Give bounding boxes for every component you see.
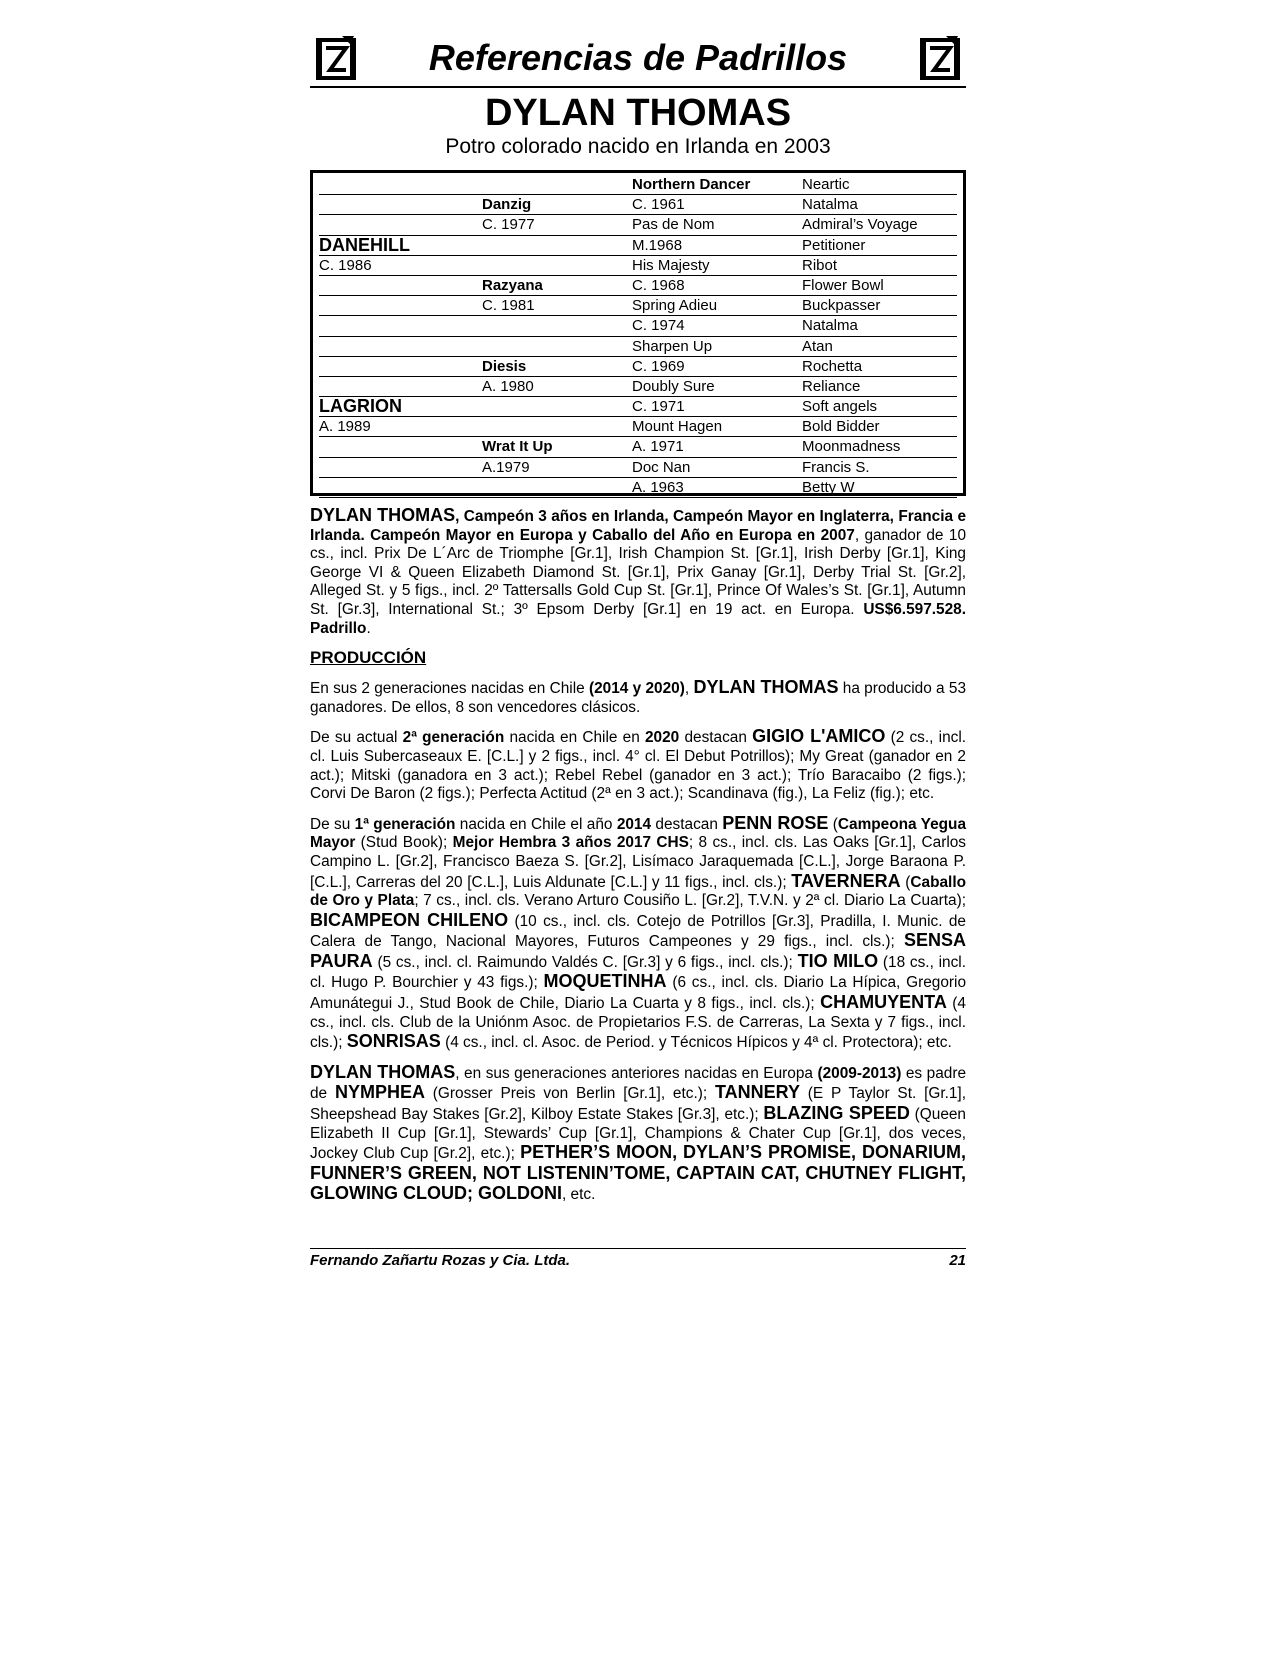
text: De su actual: [310, 729, 403, 747]
pedigree-cell: Buckpasser: [802, 297, 881, 315]
text: nacida en Chile el año: [455, 815, 617, 833]
pedigree-cell: M.1968: [632, 236, 683, 254]
production-paragraph-2: [310, 727, 966, 803]
pedigree-row: [319, 417, 957, 437]
text: destacan: [679, 729, 753, 747]
pedigree-row: [319, 236, 957, 256]
text: nacida en Chile en: [504, 729, 645, 747]
pedigree-cell: Spring Adieu: [632, 297, 718, 315]
offspring-name: SONRISAS: [346, 1031, 441, 1052]
brand-logo-icon: [918, 34, 962, 82]
text: destacan: [651, 815, 723, 833]
pedigree-cell: A. 1989: [319, 418, 371, 436]
text: ; 8 cs., incl. cls. Las Oaks [Gr.1], Carlos Campino L. [Gr.2], Francisco Baeza S. [Gr.2], Lisímaco Jaraquemada [C.L.], Jorge Baraona P. [C.L.], Carreras del 20 [C.L.], Luis Aldunate [C.L.] y 11 figs., incl. cls.);: [310, 834, 966, 891]
year: 2014: [616, 815, 652, 833]
pedigree-table: [310, 170, 966, 496]
page-header: [310, 30, 966, 88]
pedigree-row: [319, 256, 957, 276]
text: (18 cs., incl. cl. Hugo P. Bourchier y 43 figs.);: [310, 953, 966, 992]
pedigree-row: [319, 337, 957, 357]
generation: 1ª generación: [354, 815, 456, 833]
pedigree-row: [319, 296, 957, 316]
offspring-name: SENSA PAURA: [310, 930, 966, 971]
pedigree-cell: C. 1968: [632, 276, 685, 294]
pedigree-row: [319, 437, 957, 457]
years: (2014 y 2020): [589, 680, 685, 698]
career-honors: , Campeón 3 años en Irlanda, Campeón Mayor en Inglaterra, Francia e Irlanda. Campeón Mayor en Europa y Caballo del Año en Europa en 2007: [310, 508, 967, 544]
pedigree-cell: A. 1963: [632, 478, 684, 496]
pedigree-cell: Razyana: [482, 276, 543, 294]
pedigree-cell: Doc Nan: [632, 458, 691, 476]
pedigree-cell: DANEHILL: [319, 234, 410, 255]
pedigree-cell: Danzig: [482, 196, 532, 214]
pedigree-cell: Atan: [802, 337, 833, 355]
pedigree-row: [319, 316, 957, 336]
offspring-name: GIGIO L'AMICO: [752, 726, 886, 747]
pedigree-cell: Flower Bowl: [802, 276, 884, 294]
pedigree-row: [319, 478, 957, 498]
text: (Stud Book);: [355, 834, 453, 852]
career-races: , ganador de 10 cs., incl. Prix De L´Arc de Triomphe [Gr.1], Irish Champion St. [Gr.1], Irish Derby [Gr.1], King George VI & Queen Elizabeth Diamond St. [Gr.1], Prix Ganay [Gr.1], Derby Trial St. [Gr.2], Alleged St. y 5 figs., incl. 2º Tattersalls Gold Cup St. [Gr.1], Prince Of Wales’s St. [Gr.1], Autumn St. [Gr.3], International St.; 3º Epsom Derby [Gr.1] en 19 act. en Europa.: [310, 526, 967, 618]
title: Mejor Hembra 3 años 2017 CHS: [452, 834, 689, 852]
pedigree-cell: Natalma: [802, 317, 858, 335]
horse-name-inline: DYLAN THOMAS: [693, 677, 839, 698]
pedigree-cell: Northern Dancer: [632, 176, 751, 193]
offspring-name: PENN ROSE: [722, 812, 829, 833]
text: (5 cs., incl. cl. Raimundo Valdés C. [Gr.3] y 6 figs., incl. cls.);: [372, 953, 798, 971]
pedigree-cell: Sharpen Up: [632, 337, 713, 355]
text: (4 cs., incl. cl. Asoc. de Period. y Técnicos Hípicos y 4ª cl. Protectora); etc.: [440, 1034, 952, 1052]
pedigree-cell: C. 1981: [482, 297, 535, 315]
pedigree-cell: Mount Hagen: [632, 418, 723, 436]
pedigree-cell: C. 1961: [632, 196, 685, 214]
pedigree-cell: Moonmadness: [802, 438, 901, 456]
text: (6 cs., incl. cls. Diario La Hípica, Gregorio Amunátegui J., Stud Book de Chile, Diario La Cuarta y 8 figs., incl. cls.);: [310, 974, 967, 1013]
text: , etc.: [561, 1186, 596, 1204]
text: ; 7 cs., incl. cls. Verano Arturo Cousiño L. [Gr.2], T.V.N. y 2ª cl. Diario La Cuarta);: [414, 892, 966, 910]
pedigree-cell: Wrat It Up: [482, 438, 553, 456]
offspring-name: NYMPHEA: [334, 1082, 425, 1103]
pedigree-cell: Ribot: [802, 256, 838, 274]
horse-name-inline: DYLAN THOMAS: [310, 1061, 456, 1082]
pedigree-row: [319, 276, 957, 296]
pedigree-cell: Bold Bidder: [802, 418, 880, 436]
text: ha producido a 53 ganadores. De ellos, 8 son vencedores clásicos.: [310, 680, 967, 716]
text: (Queen Elizabeth II Cup [Gr.1], Stewards’ Cup [Gr.1], Champions & Chater Cup [Gr.1], dos veces, Jockey Club Cup [Gr.2], etc.);: [310, 1106, 966, 1163]
pedigree-cell: A. 1971: [632, 438, 684, 456]
pedigree-row: [319, 195, 957, 215]
production-paragraph-4: [310, 1063, 966, 1205]
offspring-list: PETHER’S MOON, DYLAN’S PROMISE, DONARIUM, FUNNER’S GREEN, NOT LISTENIN’TOME, CAPTAIN CAT, CHUTNEY FLIGHT, GLOWING CLOUD; GOLDONI: [310, 1142, 966, 1204]
pedigree-cell: Petitioner: [802, 236, 866, 254]
text: (4 cs., incl. cls. Club de la Uniónm Asoc. de Propietarios F.S. de Carreras, La Sexta y 7 figs., incl. cls.);: [310, 995, 966, 1052]
pedigree-cell: C. 1986: [319, 256, 372, 274]
text: (: [828, 815, 838, 833]
text: , en sus generaciones anteriores nacidas en Europa: [455, 1064, 818, 1082]
text: (E P Taylor St. [Gr.1], Sheepshead Bay Stakes [Gr.2], Kilboy Estate Stakes [Gr.3], etc.);: [310, 1085, 966, 1124]
pedigree-cell: Reliance: [802, 377, 861, 395]
pedigree-cell: Soft angels: [802, 398, 878, 416]
career-end: .: [366, 619, 371, 637]
generation: 2ª generación: [402, 729, 505, 747]
horse-name: DYLAN THOMAS: [484, 92, 792, 134]
text: ,: [684, 680, 694, 698]
text: (10 cs., incl. cls. Cotejo de Potrillos [Gr.3], Pradilla, I. Munic. de Calera de Tango, Nacional Mayores, Futuros Campeones y 29 figs., incl. cls.);: [310, 912, 966, 951]
pedigree-cell: A.1979: [482, 458, 530, 476]
offspring-name: BICAMPEON CHILENO: [310, 909, 509, 930]
offspring-name: BLAZING SPEED: [763, 1103, 910, 1124]
pedigree-cell: Neartic: [802, 176, 850, 193]
text: (Grosser Preis von Berlin [Gr.1], etc.);: [424, 1085, 715, 1103]
offspring-name: TAVERNERA: [791, 870, 901, 891]
title: Caballo de Oro y Plata: [310, 873, 966, 910]
year: 2020: [645, 729, 680, 747]
pedigree-cell: LAGRION: [319, 396, 402, 417]
pedigree-row: [319, 215, 957, 235]
production-paragraph-3: [310, 814, 966, 1053]
offspring-name: TANNERY: [714, 1082, 800, 1103]
pedigree-row: [319, 397, 957, 417]
pedigree-cell: Diesis: [482, 357, 527, 375]
career-earnings: US$6.597.528. Padrillo: [310, 600, 966, 637]
text: En sus 2 generaciones nacidas en Chile: [310, 680, 589, 698]
pedigree-cell: Doubly Sure: [632, 377, 715, 395]
production-heading: PRODUCCIÓN: [310, 648, 427, 668]
pedigree-cell: A. 1980: [482, 377, 534, 395]
production-paragraph-1: [310, 678, 966, 717]
pedigree-cell: His Majesty: [632, 256, 710, 274]
pedigree-cell: Natalma: [802, 196, 858, 214]
text: es padre de: [310, 1064, 967, 1103]
pedigree-row: [319, 357, 957, 377]
pedigree-cell: Betty W: [802, 478, 855, 496]
offspring-name: MOQUETINHA: [543, 971, 667, 992]
pedigree-cell: C. 1969: [632, 357, 685, 375]
title: Campeona Yegua Mayor: [310, 815, 966, 852]
offspring-name: TIO MILO: [797, 950, 879, 971]
pedigree-cell: Admiral’s Voyage: [802, 216, 918, 234]
page-title: Referencias de Padrillos: [428, 37, 848, 78]
document-page: [310, 30, 967, 1269]
text: (2 cs., incl. cl. Luis Subercaseaux E. [C.L.] y 2 figs., incl. 4° cl. El Debut Potrillos); My Great (ganador en 2 act.); Mitski (ganadora en 3 act.); Rebel Rebel (ganador en 3 act.); Trío Baracaibo (2 figs.); Corvi De Baron (2 figs.); Perfecta Actitud (2ª en 3 act.); Scandinava (fig.), La Feliz (fig.); etc.: [310, 729, 967, 803]
offspring-name: CHAMUYENTA: [820, 992, 947, 1013]
horse-name-inline: DYLAN THOMAS: [310, 505, 456, 525]
pedigree-row: [319, 377, 957, 397]
page-footer: [310, 1248, 966, 1269]
pedigree-cell: C. 1977: [482, 216, 535, 234]
footer-company: Fernando Zañartu Rozas y Cia. Ltda.: [310, 1252, 571, 1269]
pedigree-cell: Pas de Nom: [632, 216, 715, 234]
years: (2009-2013): [817, 1064, 902, 1082]
horse-subtitle: Potro colorado nacido en Irlanda en 2003: [445, 135, 831, 158]
text: De su: [310, 815, 355, 833]
pedigree-cell: C. 1971: [632, 398, 685, 416]
pedigree-cell: Rochetta: [802, 357, 863, 375]
pedigree-row: [319, 458, 957, 478]
page-number: 21: [949, 1252, 966, 1269]
pedigree-cell: Francis S.: [802, 458, 870, 476]
pedigree-cell: C. 1974: [632, 317, 685, 335]
career-paragraph: [310, 506, 966, 638]
text: (: [900, 873, 911, 891]
pedigree-row: [319, 175, 957, 195]
